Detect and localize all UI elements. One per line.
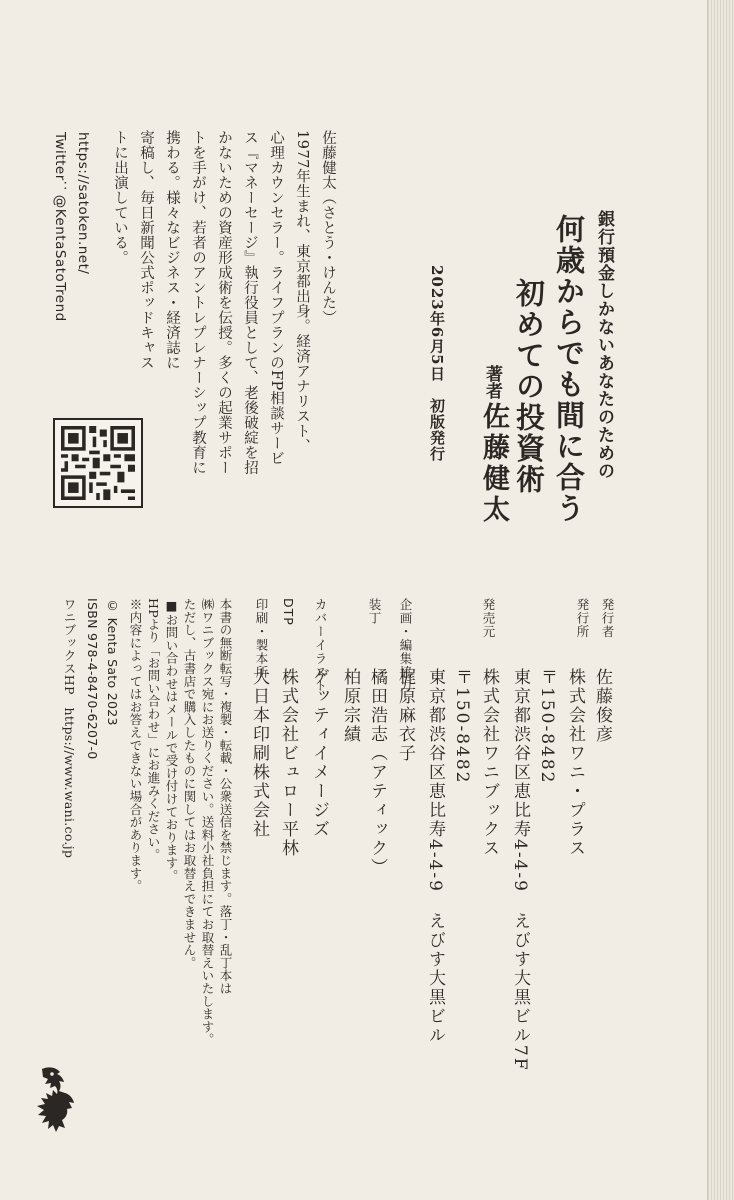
copyright: © Kenta Sato 2023 bbox=[105, 598, 120, 726]
design-label: 装丁 bbox=[367, 598, 382, 625]
publisher-name: 佐藤俊彦 bbox=[592, 668, 612, 744]
author-url[interactable]: https://satoken.net/ bbox=[75, 132, 91, 275]
book-title-line1: 何歳からでも間に合う bbox=[552, 214, 586, 524]
isbn: ISBN 978-4-8470-6207-0 bbox=[85, 598, 100, 760]
editor-label: 企画・編集協力 bbox=[398, 598, 413, 693]
author-role: 著者 bbox=[482, 365, 502, 399]
notice-line: 本書の無断転写・複製・転載・公衆送信を禁じます。落丁・乱丁本は bbox=[218, 598, 233, 995]
author-name: 佐藤健太 bbox=[478, 402, 509, 526]
author-twitter[interactable]: Twitter：@KentaSatoTrend bbox=[52, 132, 68, 322]
bio-line: トに出演している。 bbox=[112, 130, 128, 265]
publisher-label: 発行者 bbox=[600, 598, 615, 639]
notice-line: HPより「お問い合わせ」にお進みください。 bbox=[146, 598, 161, 862]
notice-line: ■お問い合わせはメールで受け付けております。 bbox=[164, 598, 179, 883]
notice-line: ㈱ワニブックス宛にお送りください。送料小社負担にてお取替えいたします。 bbox=[200, 598, 215, 1046]
bio-line: トを手がけ、若者のアントレプレナーシップ教育に bbox=[190, 130, 206, 475]
bio-line: 寄稿し、毎日新聞公式ポッドキャス bbox=[138, 130, 154, 370]
bio-line: 携わる。様々なビジネス・経済誌に bbox=[164, 130, 180, 370]
book-title-line2: 初めての投資術 bbox=[512, 278, 546, 495]
printer-credit: 大日本印刷株式会社 bbox=[249, 668, 269, 839]
qr-code[interactable] bbox=[53, 418, 143, 508]
bio-line: 心理カウンセラー。ライフプランのFP相談サービ bbox=[268, 130, 284, 466]
office-label: 発行所 bbox=[575, 598, 590, 639]
print-label: 印刷・製本所 bbox=[254, 598, 269, 679]
seller-address: 東京都渋谷区恵比寿4-4-9 えびす大黒ビル bbox=[425, 668, 445, 1045]
cover-label: カバーイラスト bbox=[313, 598, 328, 693]
design-name-1: 橘田浩志（アティック） bbox=[367, 668, 387, 877]
page-edge bbox=[707, 0, 734, 1200]
bio-name: 佐藤健太（さとう・けんた） bbox=[320, 130, 336, 325]
qr-code-icon bbox=[61, 426, 135, 500]
notice-line: ※内容によってはお答えできない場合があります。 bbox=[128, 598, 143, 893]
editor-name: 梶原麻衣子 bbox=[395, 668, 415, 763]
office-name: 株式会社ワニ・プラス bbox=[565, 668, 585, 858]
office-address: 東京都渋谷区恵比寿4-4-9 えびす大黒ビル7F bbox=[510, 668, 530, 1072]
subtitle: 銀行預金しかないあなたのための bbox=[594, 210, 614, 480]
design-name-2: 柏原宗績 bbox=[340, 668, 360, 744]
publish-date: 2023年6月5日 初版発行 bbox=[428, 265, 446, 462]
dtp-label: DTP bbox=[281, 598, 296, 626]
seller-name: 株式会社ワニブックス bbox=[479, 668, 499, 858]
cover-credit: ゲッティイメージズ bbox=[309, 668, 329, 839]
dtp-credit: 株式会社ビュロー平林 bbox=[278, 668, 298, 858]
bio-line: かないための資産形成術を伝授。多くの起業サポー bbox=[216, 130, 232, 475]
bio-line: ス『マネーセージ』執行役員として、老後破綻を招 bbox=[242, 130, 258, 475]
publisher-website[interactable]: ワニブックスHP https://www.wani.co.jp bbox=[62, 598, 77, 859]
bio-line: 1977年生まれ、東京都出身。経済アナリスト、 bbox=[294, 130, 310, 454]
crocodile-logo-icon bbox=[22, 1065, 90, 1133]
seller-label: 発売元 bbox=[481, 598, 496, 639]
notice-line: ただし、古書店で購入したものに関してはお取替えできません。 bbox=[182, 598, 197, 970]
seller-zip: 〒150-8482 bbox=[452, 668, 472, 785]
office-zip: 〒150-8482 bbox=[537, 668, 557, 785]
